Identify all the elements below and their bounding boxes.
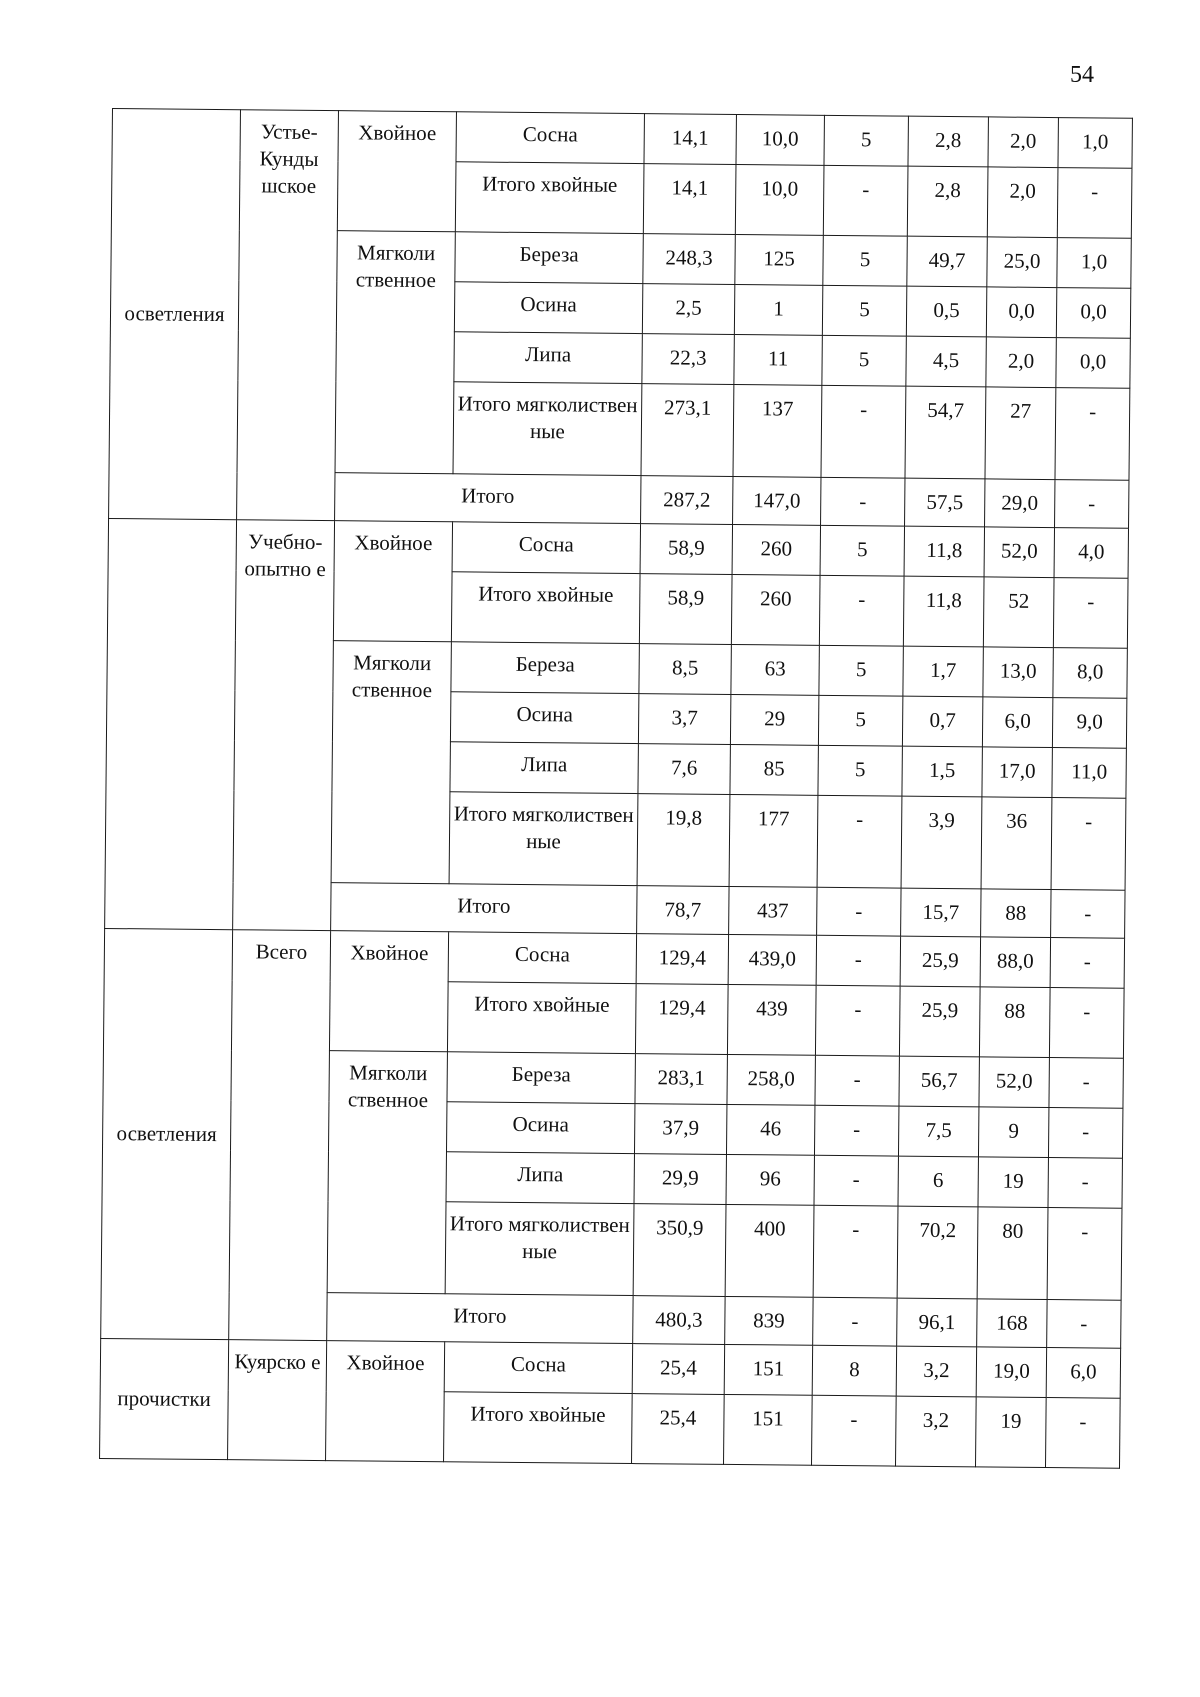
value-cell: 63: [731, 644, 819, 695]
value-cell: 25,4: [632, 1344, 724, 1395]
value-cell: 5: [822, 335, 906, 386]
value-cell: 8,5: [639, 644, 731, 695]
value-cell: 5: [822, 285, 906, 336]
species-cell: Осина: [450, 692, 638, 744]
value-cell: -: [1049, 988, 1124, 1059]
value-cell: 1: [734, 284, 822, 335]
total-value-cell: 168: [977, 1299, 1047, 1348]
value-cell: 14,1: [644, 114, 736, 165]
value-cell: 439,0: [728, 934, 816, 985]
category-cell: осветления: [109, 109, 241, 520]
value-cell: -: [1045, 1398, 1120, 1469]
value-cell: 8,0: [1053, 648, 1127, 699]
value-cell: 46: [726, 1104, 814, 1155]
value-cell: 52: [983, 577, 1054, 648]
value-cell: 350,9: [633, 1204, 726, 1297]
page-number: 54: [1070, 62, 1094, 88]
table-body: [100, 109, 1133, 1469]
value-cell: 260: [731, 574, 820, 645]
total-value-cell: -: [813, 1297, 897, 1346]
species-cell: Береза: [447, 1052, 635, 1104]
value-cell: 85: [730, 744, 818, 795]
species-group-cell: Мягколи ственное: [327, 1051, 447, 1294]
value-cell: 19,8: [637, 794, 730, 887]
value-cell: -: [821, 385, 906, 478]
value-cell: 58,9: [640, 524, 732, 575]
forestry-cell: Куярско е: [228, 1340, 327, 1461]
value-cell: 3,2: [896, 1346, 976, 1397]
species-cell: Сосна: [456, 112, 644, 164]
species-group-cell: Хвойное: [329, 931, 448, 1052]
value-cell: 22,3: [642, 334, 734, 385]
value-cell: 9,0: [1052, 698, 1126, 749]
value-cell: 248,3: [643, 234, 735, 285]
value-cell: 2,0: [987, 167, 1058, 238]
total-label-cell: Итого: [335, 473, 641, 524]
table-row: [108, 518, 1128, 578]
table-row: [100, 1338, 1120, 1398]
value-cell: 5: [824, 115, 908, 166]
species-group-cell: Мягколи ственное: [335, 231, 455, 474]
value-cell: -: [814, 1155, 898, 1206]
value-cell: 129,4: [635, 984, 728, 1055]
total-value-cell: 88: [981, 889, 1051, 938]
category-cell: прочистки: [100, 1338, 229, 1459]
forestry-cell: Устье-Кунды шское: [237, 110, 339, 521]
value-cell: -: [1048, 1158, 1122, 1209]
species-cell: Осина: [454, 282, 642, 334]
total-value-cell: -: [821, 477, 905, 526]
species-cell: Липа: [446, 1152, 634, 1204]
total-value-cell: -: [1055, 480, 1129, 529]
value-cell: 29: [730, 694, 818, 745]
total-value-cell: -: [1051, 890, 1125, 939]
value-cell: 151: [724, 1344, 812, 1395]
value-cell: 273,1: [641, 384, 734, 477]
total-value-cell: 839: [725, 1296, 813, 1345]
value-cell: 400: [725, 1204, 814, 1297]
value-cell: -: [1055, 388, 1130, 481]
value-cell: 6: [898, 1156, 978, 1207]
value-cell: -: [815, 1055, 899, 1106]
value-cell: -: [1053, 578, 1128, 649]
value-cell: 0,0: [1056, 338, 1130, 389]
table-row: [104, 928, 1124, 988]
value-cell: 0,5: [906, 286, 986, 337]
value-cell: 56,7: [899, 1056, 979, 1107]
value-cell: 137: [733, 384, 822, 477]
value-cell: 6,0: [982, 697, 1052, 748]
value-cell: 11,8: [904, 526, 984, 577]
value-cell: 3,9: [901, 796, 982, 889]
value-cell: 260: [732, 524, 820, 575]
value-cell: 9: [978, 1107, 1048, 1158]
value-cell: -: [819, 575, 904, 646]
value-cell: -: [817, 795, 902, 888]
value-cell: 17,0: [982, 747, 1052, 798]
value-cell: 25,4: [632, 1394, 725, 1465]
category-cell: [105, 518, 237, 929]
value-cell: 5: [823, 235, 907, 286]
total-value-cell: -: [1047, 1300, 1121, 1349]
value-cell: 25,0: [987, 237, 1057, 288]
value-cell: 25,9: [900, 936, 980, 987]
species-cell: Липа: [454, 332, 642, 384]
value-cell: 54,7: [905, 386, 986, 479]
forestry-cell: Всего: [229, 930, 331, 1341]
species-cell: Липа: [450, 742, 638, 794]
value-cell: -: [812, 1395, 897, 1466]
value-cell: -: [816, 935, 900, 986]
value-cell: 1,0: [1057, 238, 1131, 289]
value-cell: 29,9: [634, 1154, 726, 1205]
value-cell: -: [815, 985, 900, 1056]
species-group-cell: Мягколи ственное: [331, 641, 451, 884]
value-cell: 2,0: [986, 337, 1056, 388]
value-cell: 52,0: [984, 527, 1054, 578]
value-cell: 37,9: [634, 1104, 726, 1155]
value-cell: 0,0: [986, 287, 1056, 338]
value-cell: 7,6: [638, 744, 730, 795]
value-cell: 2,5: [642, 284, 734, 335]
total-label-cell: Итого: [327, 1293, 633, 1344]
value-cell: 11: [734, 334, 822, 385]
value-cell: 283,1: [635, 1054, 727, 1105]
value-cell: 1,7: [903, 646, 983, 697]
value-cell: -: [814, 1105, 898, 1156]
value-cell: 36: [981, 797, 1052, 890]
value-cell: 4,0: [1054, 528, 1128, 579]
value-cell: 19: [975, 1397, 1046, 1468]
species-cell: Итого мягколиствен ные: [453, 382, 642, 476]
forestry-cell: Учебно-опытно е: [233, 520, 335, 931]
value-cell: 70,2: [897, 1206, 978, 1299]
value-cell: 151: [724, 1394, 813, 1465]
value-cell: -: [1047, 1208, 1122, 1301]
value-cell: 19,0: [976, 1347, 1046, 1398]
value-cell: 2,0: [988, 117, 1058, 168]
value-cell: 25,9: [899, 986, 980, 1057]
value-cell: 52,0: [979, 1057, 1049, 1108]
value-cell: 10,0: [736, 114, 824, 165]
value-cell: 177: [729, 794, 818, 887]
species-cell: Итого хвойные: [444, 1392, 633, 1464]
value-cell: 129,4: [636, 934, 728, 985]
species-cell: Итого мягколиствен ные: [445, 1202, 634, 1296]
species-cell: Сосна: [448, 932, 636, 984]
value-cell: 0,7: [902, 696, 982, 747]
value-cell: 6,0: [1046, 1348, 1120, 1399]
total-value-cell: 78,7: [637, 886, 729, 935]
species-cell: Итого хвойные: [451, 572, 640, 644]
value-cell: -: [813, 1205, 898, 1298]
total-value-cell: 480,3: [633, 1296, 725, 1345]
value-cell: 11,8: [903, 576, 984, 647]
value-cell: 8: [812, 1345, 896, 1396]
value-cell: 13,0: [983, 647, 1053, 698]
species-group-cell: Хвойное: [326, 1341, 445, 1462]
species-group-cell: Хвойное: [337, 111, 456, 232]
value-cell: 1,0: [1058, 118, 1132, 169]
value-cell: 258,0: [727, 1054, 815, 1105]
value-cell: -: [1049, 1058, 1123, 1109]
value-cell: 27: [985, 387, 1056, 480]
value-cell: 0,0: [1056, 288, 1130, 339]
value-cell: 10,0: [735, 164, 824, 235]
species-group-cell: Хвойное: [333, 521, 452, 642]
value-cell: 80: [977, 1207, 1048, 1300]
species-cell: Береза: [455, 232, 643, 284]
value-cell: 125: [735, 234, 823, 285]
value-cell: 1,5: [902, 746, 982, 797]
total-value-cell: 29,0: [985, 479, 1055, 528]
total-value-cell: 147,0: [733, 476, 821, 525]
value-cell: -: [1048, 1108, 1122, 1159]
species-cell: Сосна: [444, 1342, 632, 1394]
total-value-cell: 15,7: [901, 888, 981, 937]
value-cell: 5: [820, 525, 904, 576]
value-cell: 4,5: [906, 336, 986, 387]
species-cell: Осина: [446, 1102, 634, 1154]
total-value-cell: 96,1: [897, 1298, 977, 1347]
value-cell: 5: [819, 645, 903, 696]
value-cell: 7,5: [898, 1106, 978, 1157]
value-cell: 439: [727, 984, 816, 1055]
value-cell: 3,2: [895, 1396, 976, 1467]
total-label-cell: Итого: [331, 883, 637, 934]
total-value-cell: 437: [729, 886, 817, 935]
value-cell: -: [1050, 938, 1124, 989]
value-cell: 88: [979, 987, 1050, 1058]
data-table-sheet: [99, 108, 1132, 1469]
total-value-cell: 57,5: [905, 478, 985, 527]
table-row: [112, 109, 1132, 169]
value-cell: 5: [818, 745, 902, 796]
species-cell: Итого хвойные: [455, 162, 644, 234]
value-cell: 11,0: [1052, 748, 1126, 799]
value-cell: 58,9: [639, 574, 732, 645]
species-cell: Сосна: [452, 522, 640, 574]
category-cell: осветления: [101, 928, 233, 1339]
value-cell: 88,0: [980, 937, 1050, 988]
value-cell: -: [823, 165, 908, 236]
species-cell: Итого хвойные: [447, 982, 636, 1054]
value-cell: 5: [818, 695, 902, 746]
value-cell: 96: [726, 1154, 814, 1205]
value-cell: -: [1051, 798, 1126, 891]
value-cell: 19: [978, 1157, 1048, 1208]
value-cell: 2,8: [908, 116, 988, 167]
data-table: [99, 108, 1133, 1469]
total-value-cell: 287,2: [641, 476, 733, 525]
species-cell: Береза: [451, 642, 639, 694]
value-cell: -: [1057, 168, 1132, 239]
value-cell: 3,7: [638, 694, 730, 745]
value-cell: 49,7: [907, 236, 987, 287]
total-value-cell: -: [817, 887, 901, 936]
value-cell: 2,8: [907, 166, 988, 237]
value-cell: 14,1: [643, 164, 736, 235]
species-cell: Итого мягколиствен ные: [449, 792, 638, 886]
